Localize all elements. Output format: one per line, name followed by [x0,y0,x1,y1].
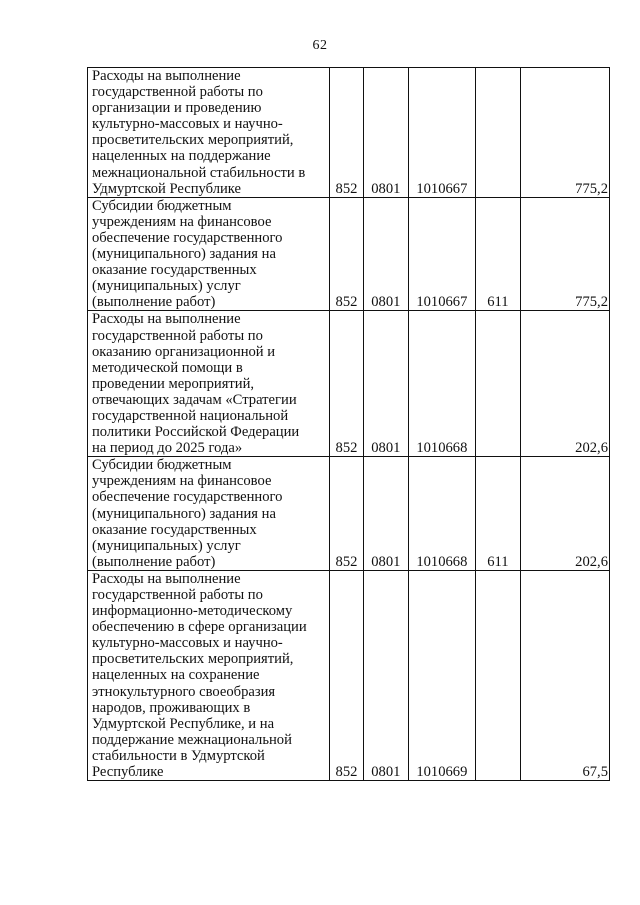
expense-type-code [475,570,520,780]
expense-description: Расходы на выполнение государственной работы по информационно-методическому обеспечению в сфере организации культурно-массовых и научно- просветительских мероприятий, нацеленных на сохранение этнокультурного своеобразия народов, проживающих в Удмуртской Республике, и на поддержание межнациональной стабильности в Удмуртской Республике [88,570,330,780]
chief-administrator-code: 852 [330,197,363,311]
table-row [88,68,610,198]
expense-type-code [475,68,520,198]
table-row [88,457,610,571]
section-code: 0801 [363,311,408,457]
expense-type-code: 611 [475,197,520,311]
expense-description: Субсидии бюджетным учреждениям на финансовое обеспечение государственного (муниципального) задания на оказание государственных (муниципальных) услуг (выполнение работ) [88,457,330,571]
expense-type-code [475,311,520,457]
section-code: 0801 [363,197,408,311]
target-item-code: 1010667 [409,68,476,198]
target-item-code: 1010668 [409,311,476,457]
section-code: 0801 [363,457,408,571]
chief-administrator-code: 852 [330,311,363,457]
table-row [88,197,610,311]
section-code: 0801 [363,68,408,198]
section-code: 0801 [363,570,408,780]
amount: 775,2 [521,197,610,311]
target-item-code: 1010669 [409,570,476,780]
chief-administrator-code: 852 [330,68,363,198]
amount: 67,5 [521,570,610,780]
target-item-code: 1010668 [409,457,476,571]
chief-administrator-code: 852 [330,457,363,571]
table-row [88,311,610,457]
amount: 202,6 [521,311,610,457]
expense-description: Субсидии бюджетным учреждениям на финансовое обеспечение государственного (муниципального) задания на оказание государственных (муниципальных) услуг (выполнение работ) [88,197,330,311]
chief-administrator-code: 852 [330,570,363,780]
expense-type-code: 611 [475,457,520,571]
table-row [88,570,610,780]
amount: 202,6 [521,457,610,571]
budget-table [87,67,610,781]
page-number: 62 [312,38,328,53]
amount: 775,2 [521,68,610,198]
expense-description: Расходы на выполнение государственной работы по организации и проведению культурно-массовых и научно- просветительских мероприятий, нацеленных на поддержание межнациональной стабильности в Удмуртской Республике [88,68,330,198]
expense-description: Расходы на выполнение государственной работы по оказанию организационной и методической помощи в проведении мероприятий, отвечающих задачам «Стратегии государственной национальной политики Российской Федерации на период до 2025 года» [88,311,330,457]
target-item-code: 1010667 [409,197,476,311]
